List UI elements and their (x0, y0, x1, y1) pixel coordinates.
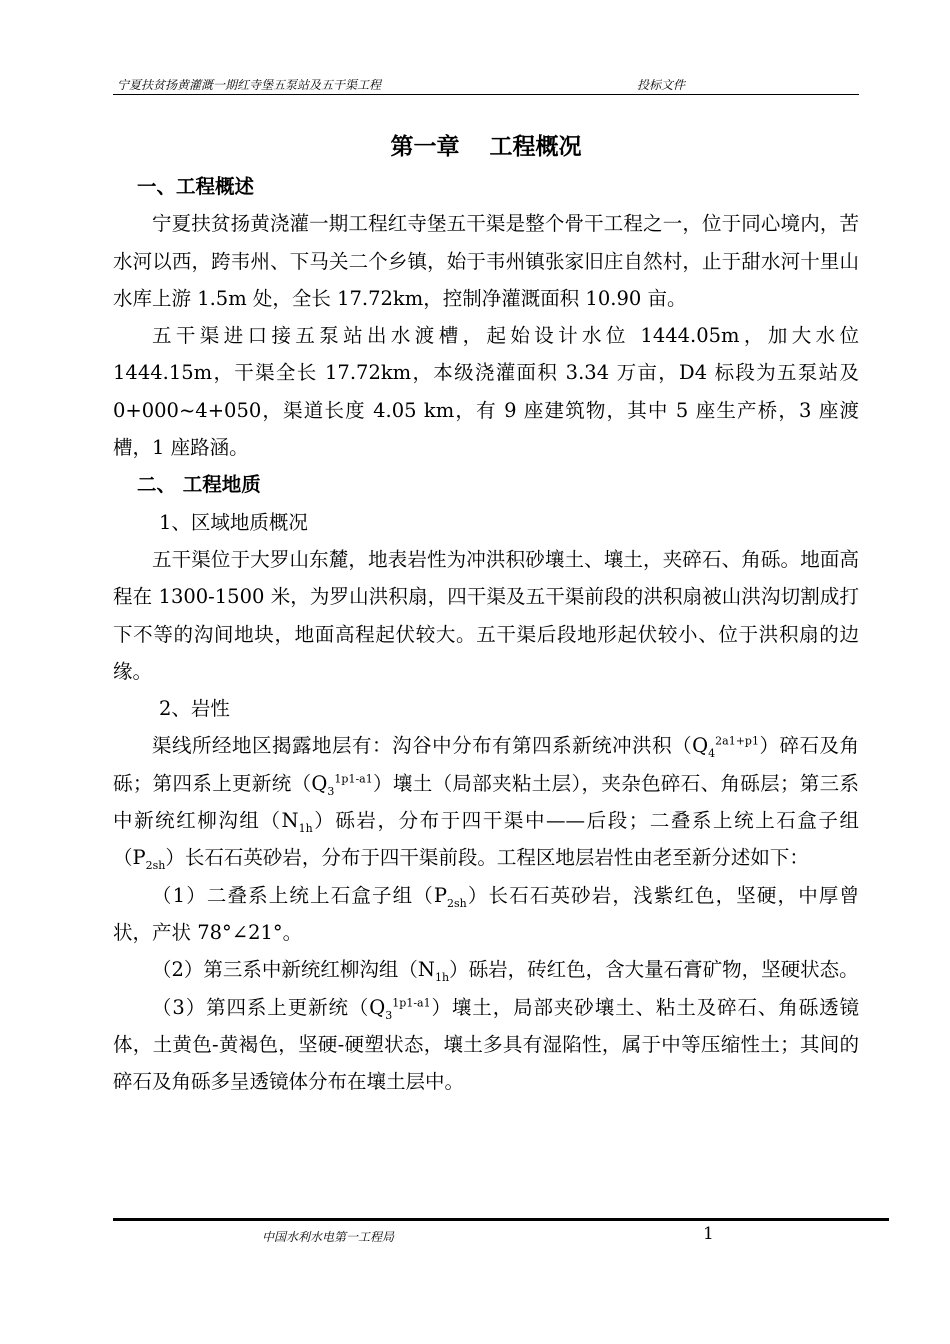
page-number: 1 (703, 1224, 714, 1244)
page-header (113, 76, 859, 95)
document-body (113, 168, 885, 1100)
lithology-item-1: （1）二叠系上统上石盒子组$(P_{2sh})$长石石英砂岩，浅紫红色，坚硬，中厚曾状，产状 78°∠21°。 (113, 883, 859, 944)
chapter-number: 第一章 (390, 134, 460, 160)
regional-geology-paragraph: 五干渠位于大罗山东麓，地表岩性为冲洪积砂壤土、壤土，夹碎石、角砾。地面高程在 1300-1500 米，为罗山洪积扇，四干渠及五干渠前段的洪积扇被山洪沟切割成打下不等的沟间地块，地面高程起伏较大。五干渠后段地形起伏较小、位于洪积扇的边缘。 (113, 547, 859, 683)
lithology-paragraph: 渠线所经地区揭露地层有：沟谷中分布有第四系新统冲洪积$(Q_4^{2a1+p1})$碎石及角砾；第四系上更新统$(Q_3^{1p1-a1})$壤土（局部夹粘土层），夹杂色碎石、角砾层；第三系中新统红柳沟组$(N_{1h})$砾岩，分布于四干渠中——后段；二叠系上统上石盒子组$(P_{2sh})$长石石英砂岩，分布于四干渠前段。工程区地层岩性由老至新分述如下： (113, 734, 859, 873)
header-doc-type: 投标文件 (637, 78, 686, 92)
footer-rule (113, 1218, 889, 1221)
overview-paragraph-2: 五干渠进口接五泵站出水渡槽，起始设计水位 1444.05m，加大水位 1444.15m，干渠全长 17.72km，本级浇灌面积 3.34 万亩，D4 标段为五泵站及 0+000~4+050，渠道长度 4.05 km，有 9 座建筑物，其中 5 座生产桥，3 座渡槽，1 座路涵。 (113, 324, 859, 460)
header-project-title: 宁夏扶贫扬黄灌溉一期红寺堡五泵站及五干渠工程 (117, 78, 382, 92)
chapter-title (0, 128, 950, 161)
lithology-item-3: （3）第四系上更新统$(Q_3^{1p1-a1})$壤土，局部夹砂壤土、粘土及碎石、角砾透镜体，土黄色-黄褐色，坚硬-硬塑状态，壤土多具有湿陷性，属于中等压缩性土；其间的碎石及角砾多呈透镜体分布在壤土层中。 (113, 995, 859, 1094)
overview-paragraph-1: 宁夏扶贫扬黄浇灌一期工程红寺堡五干渠是整个骨干工程之一，位于同心境内，苦水河以西，跨韦州、下马关二个乡镇，始于韦州镇张家旧庄自然村，止于甜水河十里山 水库上游 1.5m 处，全长 17.72km，控制净灌溉面积 10.90 亩。 (113, 212, 885, 310)
section-heading-geology: 二、 工程地质 (137, 473, 261, 497)
footer-organization: 中国水利水电第一工程局 (262, 1230, 395, 1244)
lithology-item-2: （2）第三系中新统红柳沟组$(N_{1h})$砾岩，砖红色，含大量石膏矿物，坚硬状态。 (152, 958, 859, 985)
subsection-regional-geology: 1、区域地质概况 (159, 510, 308, 534)
chapter-name: 工程概况 (489, 134, 582, 160)
section-heading-overview: 一、工程概述 (137, 175, 255, 198)
subsection-lithology: 2、岩性 (159, 697, 230, 721)
